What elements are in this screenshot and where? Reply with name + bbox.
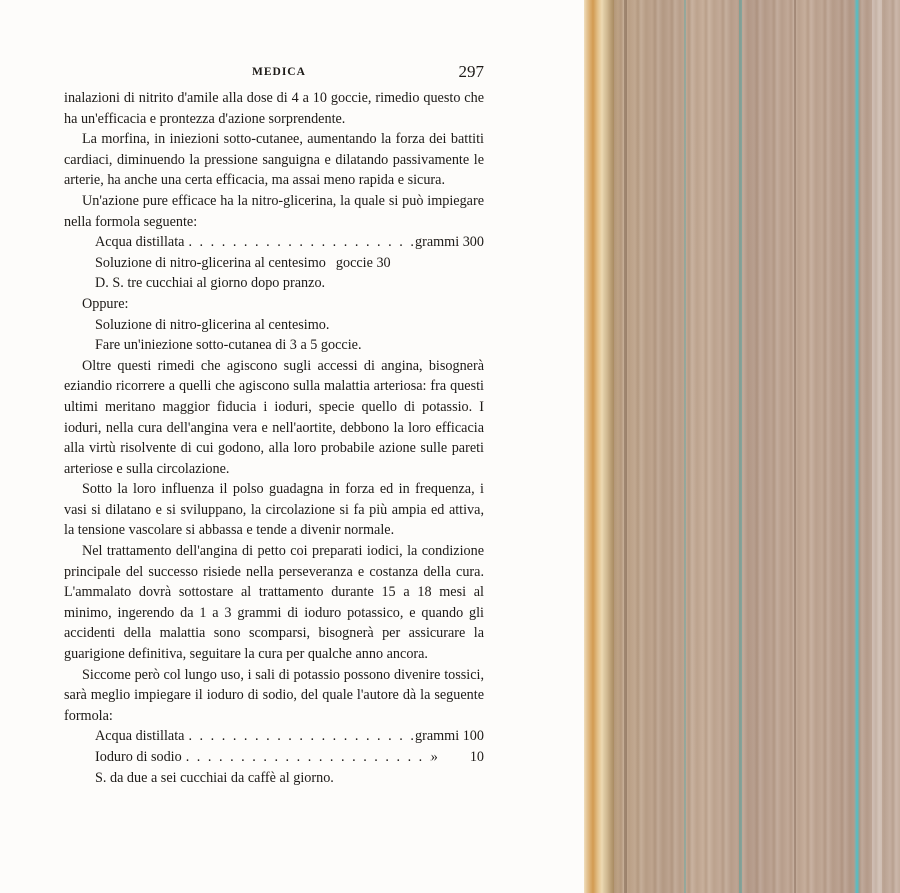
paragraph: Siccome però col lungo uso, i sali di potassio possono divenire tossici, sarà meglio impiegare il ioduro di sodio, del quale l'autore dà la seguente formola: [64, 666, 484, 724]
formula-instruction: S. da due a sei cucchiai da caffè al giorno. [95, 769, 334, 786]
formula-quantity: grammi 100 [415, 728, 484, 745]
running-head: MEDICA [252, 66, 306, 78]
book-edge [584, 0, 900, 893]
formula-instruction: Fare un'iniezione sotto-cutanea di 3 a 5 goccie. [95, 337, 362, 354]
paragraph: inalazioni di nitrito d'amile alla dose di 4 a 10 goccie, rimedio questo che ha un'efficacia e prontezza d'azione sorprendente. [64, 90, 484, 127]
formula-ingredient: Acqua distillata [95, 234, 185, 251]
page-header [60, 62, 484, 82]
paragraph: Oltre questi rimedi che agiscono sugli accessi di angina, bisognerà eziandio ricorrere a quelli che agiscono sulla malattia arteriosa: fra questi ultimi meritano maggior fiducia i ioduri, specie quello di potassio. I ioduri, nella cura dell'angina vera e nell'aortite, debbono la loro efficacia alla virtù risolvente di cui godono, alla loro probabile azione sulle pareti arteriose e sulla circolazione. [64, 357, 484, 477]
dot-leader [184, 232, 415, 253]
body-text [64, 88, 484, 788]
formula-line [64, 253, 484, 274]
paragraph: Nel trattamento dell'angina di petto coi preparati iodici, la condizione principale del successo risiede nella perseveranza e costanza della cura. L'ammalato dovrà sottostare al trattamento durante 15 a 18 mesi al minimo, ingerendo da 1 a 3 grammi di ioduro potassico, e quando gli accidenti della malattia sono scomparsi, bisognerà per assicurare la guarigione definitiva, seguitare la cura per qualche anno ancora. [64, 543, 484, 663]
formula-line [64, 726, 484, 747]
paragraph: Oppure: [82, 295, 129, 312]
formula-instruction: D. S. tre cucchiai al giorno dopo pranzo. [95, 275, 326, 292]
formula-quantity: grammi 300 [415, 234, 484, 251]
formula-line [64, 747, 484, 768]
formula-ingredient: Acqua distillata [95, 728, 185, 745]
paragraph: Un'azione pure efficace ha la nitro-glicerina, la quale si può impiegare nella formola seguente: [64, 192, 484, 230]
paragraph: La morfina, in iniezioni sotto-cutanee, aumentando la forza dei battiti cardiaci, diminuendo la pressione sanguigna e dilatando passivamente le arterie, ha anche una certa efficacia, ma assai meno rapida e sicura. [64, 131, 484, 189]
paragraph: Sotto la loro influenza il polso guadagna in forza ed in frequenza, i vasi si dilatano e si sviluppano, la circolazione si fa più ampia ed attiva, la tensione vascolare si abbassa e tende a divenir normale. [64, 481, 484, 539]
formula-line [64, 232, 484, 253]
formula-quantity: goccie 30 [335, 254, 391, 271]
edge-streak [854, 0, 860, 893]
formula-quantity: » 10 [430, 749, 484, 765]
formula-line: Soluzione di nitro-glicerina al centesimo. [95, 316, 330, 333]
page-number: 297 [458, 62, 484, 81]
edge-streak [684, 0, 686, 893]
formula-ingredient: Ioduro di sodio [95, 749, 182, 765]
edge-streak [624, 0, 627, 893]
formula-ingredient: Soluzione di nitro-glicerina al centesimo [95, 254, 326, 271]
dot-leader [184, 726, 415, 747]
edge-streak [739, 0, 742, 893]
gilt-edge [584, 0, 614, 893]
edge-streak [872, 0, 882, 893]
dot-leader [182, 747, 431, 768]
edge-streak [794, 0, 796, 893]
